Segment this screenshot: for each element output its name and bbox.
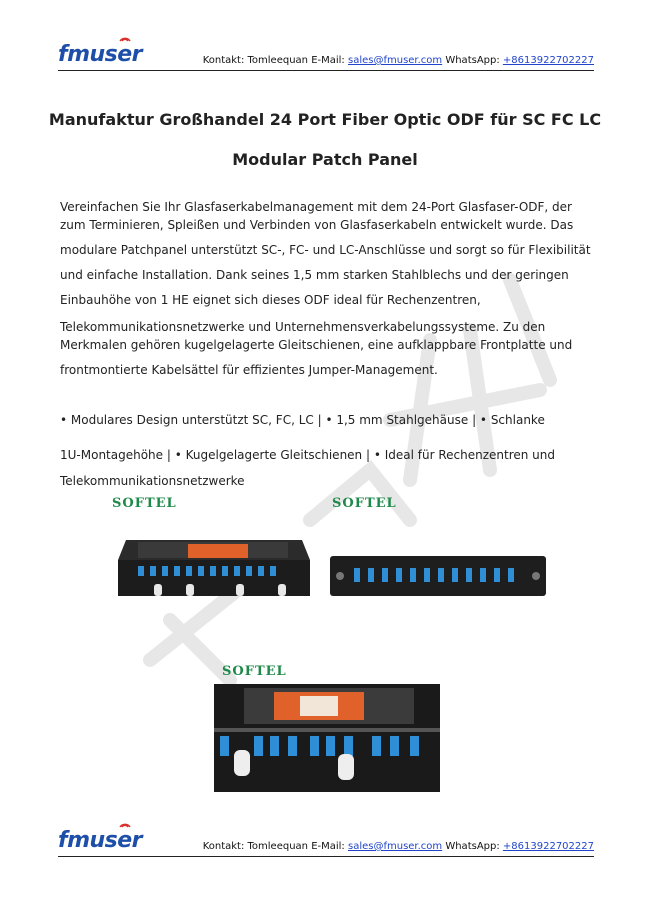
brand-label-2: SOFTEL [332,496,397,511]
paragraph-line: frontmontierte Kabelsättel für effizientes Jumper-Management. [60,363,438,377]
email-link[interactable]: sales@fmuser.com [347,841,443,852]
fmuser-logo [58,42,142,67]
fmuser-logo [58,828,142,853]
phone-link[interactable]: +8613922702227 [502,841,594,852]
paragraph-line: modulare Patchpanel unterstützt SC-, FC- und LC-Anschlüsse und sorgt so für Flexibilität [60,243,591,257]
contact-label: Kontakt: Tomleequan E-Mail: [202,841,348,852]
footer-contact [203,841,594,852]
paragraph-line: Merkmalen gehören kugelgelagerte Gleitschienen, eine aufklappbare Frontplatte und [60,338,573,352]
page-subtitle: Modular Patch Panel [232,150,418,169]
signal-icon [118,32,132,42]
feature-line: 1U-Montagehöhe | • Kugelgelagerte Gleitschienen | • Ideal für Rechenzentren und [60,448,556,462]
brand-label-3: SOFTEL [222,664,287,679]
email-link[interactable]: sales@fmuser.com [347,55,443,66]
signal-icon [118,818,132,828]
page-footer [58,822,594,857]
paragraph-line: Telekommunikationsnetzwerke und Unternehmensverkabelungssysteme. Zu den [60,320,546,334]
logo-text: fmuser [58,42,143,67]
patch-panel-image-2 [330,550,546,600]
logo-text: fmuser [58,828,143,853]
patch-panel-image-1 [118,520,310,620]
feature-line: Telekommunikationsnetzwerke [60,474,245,488]
paragraph-line: und einfache Installation. Dank seines 1,5 mm starken Stahlblechs und der geringen [60,268,569,282]
patch-panel-image-3 [214,684,440,792]
page-title: Manufaktur Großhandel 24 Port Fiber Optic ODF für SC FC LC [48,110,602,129]
paragraph-line: zum Terminieren, Spleißen und Verbinden von Glasfaserkabeln entwickelt wurde. Das [60,218,574,232]
contact-label: Kontakt: Tomleequan E-Mail: [202,55,348,66]
phone-link[interactable]: +8613922702227 [502,55,594,66]
paragraph-line: Vereinfachen Sie Ihr Glasfaserkabelmanagement mit dem 24-Port Glasfaser-ODF, der [60,200,572,214]
brand-label-1: SOFTEL [112,496,177,511]
header-contact [203,55,594,66]
whatsapp-label: WhatsApp: [442,841,503,852]
page-header [58,36,594,71]
whatsapp-label: WhatsApp: [442,55,503,66]
paragraph-line: Einbauhöhe von 1 HE eignet sich dieses ODF ideal für Rechenzentren, [60,293,481,307]
feature-line: • Modulares Design unterstützt SC, FC, LC | • 1,5 mm Stahlgehäuse | • Schlanke [60,413,545,427]
